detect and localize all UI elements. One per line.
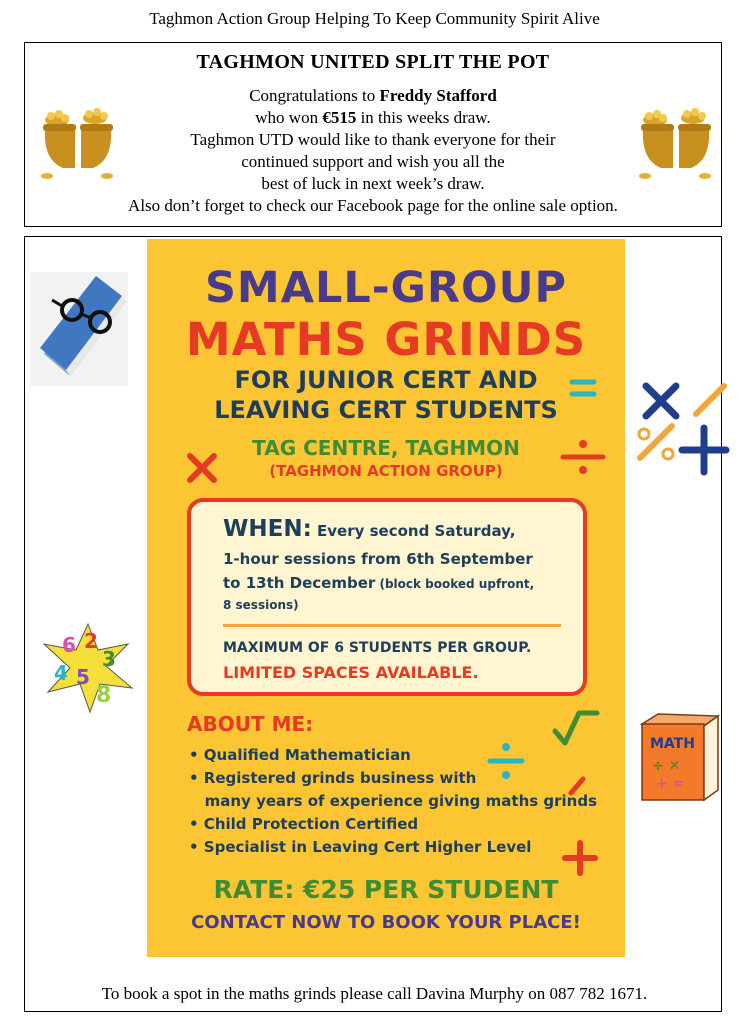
pot-line-facebook: Also don’t forget to check our Facebook page for the online sale option. (128, 196, 618, 215)
split-the-pot-box (24, 42, 722, 227)
about-item: • Specialist in Leaving Cert Higher Level (189, 838, 532, 856)
pot-line-congrats (25, 85, 721, 107)
about-item: • Child Protection Certified (189, 815, 419, 833)
when-line-3 (223, 574, 534, 592)
page-header: Taghmon Action Group Helping To Keep Community Spirit Alive (149, 9, 600, 28)
pot-title: TAGHMON UNITED SPLIT THE POT (196, 51, 550, 73)
venue-subtitle: (TAGHMON ACTION GROUP) (269, 462, 503, 480)
svg-text:6: 6 (62, 633, 76, 657)
when-line-2: 1-hour sessions from 6th September (223, 550, 533, 568)
prize-amount: €515 (322, 108, 357, 127)
when-line-1 (223, 516, 515, 542)
draw-suffix: in this weeks draw. (356, 108, 491, 127)
svg-text:3: 3 (102, 647, 116, 671)
winner-name: Freddy Stafford (379, 86, 497, 105)
audience-line-2: LEAVING CERT STUDENTS (214, 396, 558, 424)
math-book-icon (640, 712, 720, 802)
pot-line-thanks: Taghmon UTD would like to thank everyone for their (190, 130, 556, 149)
max-students-text: MAXIMUM OF 6 STUDENTS PER GROUP. (223, 640, 532, 656)
when-schedule: Every second Saturday, (311, 522, 516, 540)
about-item: many years of experience giving maths grinds (189, 792, 598, 810)
equals-icon (569, 377, 597, 399)
venue-text: TAG CENTRE, TAGHMON (252, 436, 520, 460)
congrats-prefix: Congratulations to (249, 86, 380, 105)
maths-grinds-poster (147, 239, 625, 957)
audience-text (147, 365, 625, 425)
about-item: • Registered grinds business with (189, 769, 477, 787)
math-symbols-icon (634, 380, 730, 478)
svg-text:÷ ✕: ÷ ✕ (652, 758, 681, 774)
about-list (189, 744, 597, 859)
pot-line-amount (25, 107, 721, 129)
when-end-date: to 13th December (223, 574, 376, 592)
rate-text: RATE: €25 PER STUDENT (213, 875, 559, 904)
when-box (187, 498, 587, 696)
contact-cta: CONTACT NOW TO BOOK YOUR PLACE! (191, 912, 581, 933)
svg-text:4: 4 (54, 661, 68, 685)
divide-icon (559, 439, 607, 475)
headline-maths-grinds: MATHS GRINDS (185, 313, 587, 366)
pot-announcement (25, 85, 721, 217)
about-item: • Qualified Mathematician (189, 746, 411, 764)
limited-spaces-text: LIMITED SPACES AVAILABLE. (223, 663, 479, 682)
pot-line-luck: best of luck in next week’s draw. (261, 174, 485, 193)
booking-footer: To book a spot in the maths grinds please call Davina Murphy on 087 782 1671. (101, 984, 648, 1003)
about-title: ABOUT ME: (187, 712, 314, 736)
when-divider (223, 624, 561, 627)
sqrt-icon (551, 707, 601, 749)
when-line-4: 8 sessions) (223, 598, 299, 612)
numbers-clipart-icon (40, 622, 136, 714)
svg-text:5: 5 (76, 665, 90, 689)
math-book-label: MATH (650, 736, 695, 752)
svg-text:+ =: + = (656, 776, 685, 792)
who-won-text: who won (255, 108, 323, 127)
audience-line-1: FOR JUNIOR CERT AND (234, 366, 538, 394)
times-icon (185, 451, 219, 485)
headline-small-group: SMALL-GROUP (204, 263, 568, 313)
when-label: WHEN: (223, 516, 312, 542)
when-block-note: (block booked upfront, (375, 577, 535, 591)
pot-line-support: continued support and wish you all the (241, 152, 505, 171)
svg-text:8: 8 (96, 683, 112, 708)
svg-text:2: 2 (84, 629, 98, 653)
book-glasses-icon (30, 272, 128, 386)
